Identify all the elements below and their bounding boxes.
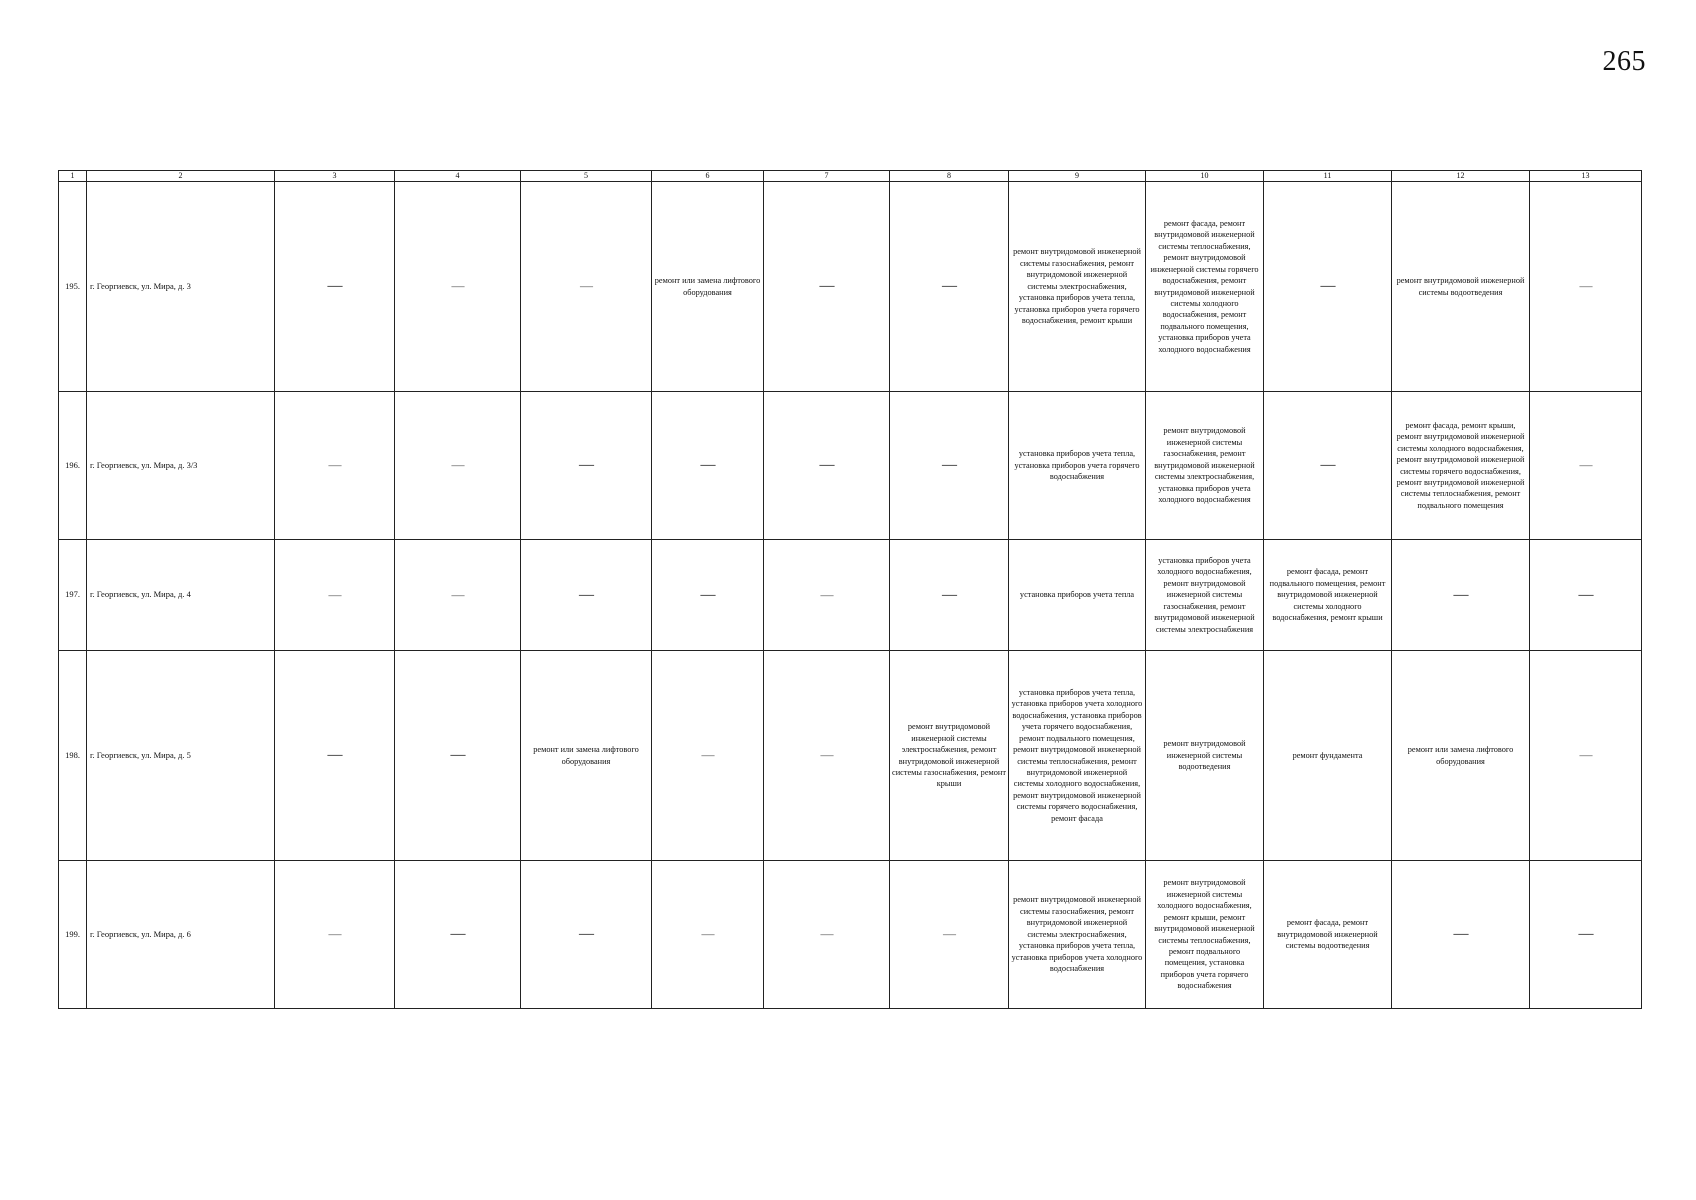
dash-cell: — xyxy=(1578,926,1593,942)
work-cell xyxy=(395,651,521,861)
work-cell xyxy=(1392,861,1530,1009)
dash-cell: — xyxy=(820,926,833,942)
address-cell: г. Георгиевск, ул. Мира, д. 6 xyxy=(87,861,275,1009)
dash-cell: — xyxy=(1320,457,1335,473)
dash-cell: — xyxy=(820,747,833,763)
work-cell xyxy=(275,861,395,1009)
dash-cell: — xyxy=(451,278,464,294)
column-header: 11 xyxy=(1264,171,1392,182)
row-number: 196. xyxy=(59,392,87,540)
work-cell xyxy=(1530,182,1642,392)
page-number: 265 xyxy=(1602,46,1646,77)
work-cell xyxy=(764,182,890,392)
dash-cell: — xyxy=(1320,278,1335,294)
work-cell: ремонт внутридомовой инженерной системы газоснабжения, ремонт внутридомовой инженерной системы электроснабжения, установка приборов учета тепла, установка приборов учета холодного водоснабжения xyxy=(1009,861,1146,1009)
work-cell xyxy=(395,182,521,392)
column-header: 5 xyxy=(521,171,652,182)
column-header: 8 xyxy=(890,171,1009,182)
dash-cell: — xyxy=(579,457,593,473)
work-cell xyxy=(1530,861,1642,1009)
work-cell xyxy=(764,392,890,540)
work-cell xyxy=(890,540,1009,651)
dash-cell: — xyxy=(451,586,464,602)
column-header: 7 xyxy=(764,171,890,182)
dash-cell: — xyxy=(942,457,956,473)
column-header: 13 xyxy=(1530,171,1642,182)
work-cell: установка приборов учета тепла, установка приборов учета холодного водоснабжения, установка приборов учета горячего водоснабжения, ремонт подвального помещения, ремонт внутридомовой инженерной системы теплоснабжения, ремонт внутридомовой инженерной системы холодного водоснабжения, ремонт внутридомовой инженерной системы горячего водоснабжения, ремонт фасада xyxy=(1009,651,1146,861)
dash-cell: — xyxy=(700,457,715,473)
work-cell xyxy=(1392,540,1530,651)
column-header: 1 xyxy=(59,171,87,182)
dash-cell: — xyxy=(1579,278,1592,294)
row-number: 195. xyxy=(59,182,87,392)
work-cell xyxy=(652,651,764,861)
column-header: 9 xyxy=(1009,171,1146,182)
address-cell: г. Георгиевск, ул. Мира, д. 5 xyxy=(87,651,275,861)
address-cell: г. Георгиевск, ул. Мира, д. 3 xyxy=(87,182,275,392)
work-cell: ремонт фасада, ремонт внутридомовой инженерной системы водоотведения xyxy=(1264,861,1392,1009)
work-cell xyxy=(395,392,521,540)
work-cell xyxy=(652,861,764,1009)
work-cell: ремонт внутридомовой инженерной системы электроснабжения, ремонт внутридомовой инженерной системы газоснабжения, ремонт крыши xyxy=(890,651,1009,861)
work-cell xyxy=(652,540,764,651)
dash-cell: — xyxy=(1579,457,1592,473)
work-cell xyxy=(275,540,395,651)
work-cell: ремонт внутридомовой инженерной системы холодного водоснабжения, ремонт крыши, ремонт внутридомовой инженерной системы теплоснабжения, ремонт подвального помещения, установка приборов учета горячего водоснабжения xyxy=(1146,861,1264,1009)
work-cell: ремонт внутридомовой инженерной системы газоснабжения, ремонт внутридомовой инженерной системы электроснабжения, установка приборов учета холодного водоснабжения xyxy=(1146,392,1264,540)
dash-cell: — xyxy=(1579,747,1592,763)
work-cell xyxy=(1264,392,1392,540)
row-number: 197. xyxy=(59,540,87,651)
dash-cell: — xyxy=(328,586,341,602)
row-number: 199. xyxy=(59,861,87,1009)
table-row xyxy=(59,651,1642,861)
repair-schedule-table xyxy=(58,170,1642,1009)
work-cell xyxy=(764,540,890,651)
dash-cell: — xyxy=(327,747,342,763)
column-header: 10 xyxy=(1146,171,1264,182)
column-header: 2 xyxy=(87,171,275,182)
work-cell xyxy=(764,861,890,1009)
dash-cell: — xyxy=(942,586,956,603)
work-cell xyxy=(395,540,521,651)
dash-cell: — xyxy=(819,278,834,294)
work-cell xyxy=(764,651,890,861)
work-cell xyxy=(521,861,652,1009)
work-cell xyxy=(890,861,1009,1009)
column-number-header-row xyxy=(59,171,1642,182)
work-cell: ремонт или замена лифтового оборудования xyxy=(1392,651,1530,861)
work-cell: ремонт внутридомовой инженерной системы газоснабжения, ремонт внутридомовой инженерной системы электроснабжения, установка приборов учета тепла, установка приборов учета горячего водоснабжения, ремонт крыши xyxy=(1009,182,1146,392)
address-cell: г. Георгиевск, ул. Мира, д. 4 xyxy=(87,540,275,651)
dash-cell: — xyxy=(579,586,593,603)
dash-cell: — xyxy=(943,926,955,942)
work-cell: ремонт или замена лифтового оборудования xyxy=(521,651,652,861)
table-row xyxy=(59,182,1642,392)
dash-cell: — xyxy=(820,586,833,602)
work-cell xyxy=(521,182,652,392)
work-cell xyxy=(275,182,395,392)
work-cell: ремонт фасада, ремонт подвального помещения, ремонт внутридомовой инженерной системы холодного водоснабжения, ремонт крыши xyxy=(1264,540,1392,651)
dash-cell: — xyxy=(451,457,464,473)
column-header: 3 xyxy=(275,171,395,182)
work-cell xyxy=(1264,182,1392,392)
dash-cell: — xyxy=(1453,926,1468,942)
table-row xyxy=(59,392,1642,540)
work-cell: установка приборов учета тепла xyxy=(1009,540,1146,651)
work-cell: ремонт или замена лифтового оборудования xyxy=(652,182,764,392)
work-cell xyxy=(890,392,1009,540)
dash-cell: — xyxy=(700,586,715,603)
work-cell: ремонт фундамента xyxy=(1264,651,1392,861)
dash-cell: — xyxy=(579,926,593,942)
work-cell: ремонт фасада, ремонт внутридомовой инженерной системы теплоснабжения, ремонт внутридомовой инженерной системы горячего водоснабжения, ремонт внутридомовой инженерной системы холодного водоснабжения, ремонт подвального помещения, установка приборов учета холодного водоснабжения xyxy=(1146,182,1264,392)
dash-cell: — xyxy=(819,457,834,473)
work-cell xyxy=(275,651,395,861)
dash-cell: — xyxy=(701,926,714,942)
work-cell: ремонт фасада, ремонт крыши, ремонт внутридомовой инженерной системы холодного водоснабжения, ремонт внутридомовой инженерной системы горячего водоснабжения, ремонт внутридомовой инженерной системы теплоснабжения, ремонт подвального помещения xyxy=(1392,392,1530,540)
work-cell xyxy=(1530,651,1642,861)
table-row xyxy=(59,861,1642,1009)
dash-cell: — xyxy=(701,747,714,763)
dash-cell: — xyxy=(328,926,341,942)
work-cell: ремонт внутридомовой инженерной системы водоотведения xyxy=(1392,182,1530,392)
work-cell xyxy=(521,392,652,540)
work-cell xyxy=(652,392,764,540)
table-row xyxy=(59,540,1642,651)
work-cell xyxy=(890,182,1009,392)
work-cell: ремонт внутридомовой инженерной системы водоотведения xyxy=(1146,651,1264,861)
dash-cell: — xyxy=(1453,586,1468,603)
dash-cell: — xyxy=(450,926,465,942)
work-cell: установка приборов учета холодного водоснабжения, ремонт внутридомовой инженерной системы газоснабжения, ремонт внутридомовой инженерной системы электроснабжения xyxy=(1146,540,1264,651)
address-cell: г. Георгиевск, ул. Мира, д. 3/3 xyxy=(87,392,275,540)
column-header: 12 xyxy=(1392,171,1530,182)
row-number: 198. xyxy=(59,651,87,861)
work-cell xyxy=(1530,392,1642,540)
dash-cell: — xyxy=(1578,586,1593,603)
work-cell xyxy=(275,392,395,540)
column-header: 6 xyxy=(652,171,764,182)
work-cell xyxy=(1530,540,1642,651)
work-cell xyxy=(521,540,652,651)
repair-schedule-table-wrapper xyxy=(58,170,1642,1009)
dash-cell: — xyxy=(942,278,956,294)
column-header: 4 xyxy=(395,171,521,182)
dash-cell: — xyxy=(580,278,592,294)
dash-cell: — xyxy=(328,457,341,473)
work-cell: установка приборов учета тепла, установка приборов учета горячего водоснабжения xyxy=(1009,392,1146,540)
dash-cell: — xyxy=(327,278,342,294)
dash-cell: — xyxy=(450,747,465,763)
work-cell xyxy=(395,861,521,1009)
